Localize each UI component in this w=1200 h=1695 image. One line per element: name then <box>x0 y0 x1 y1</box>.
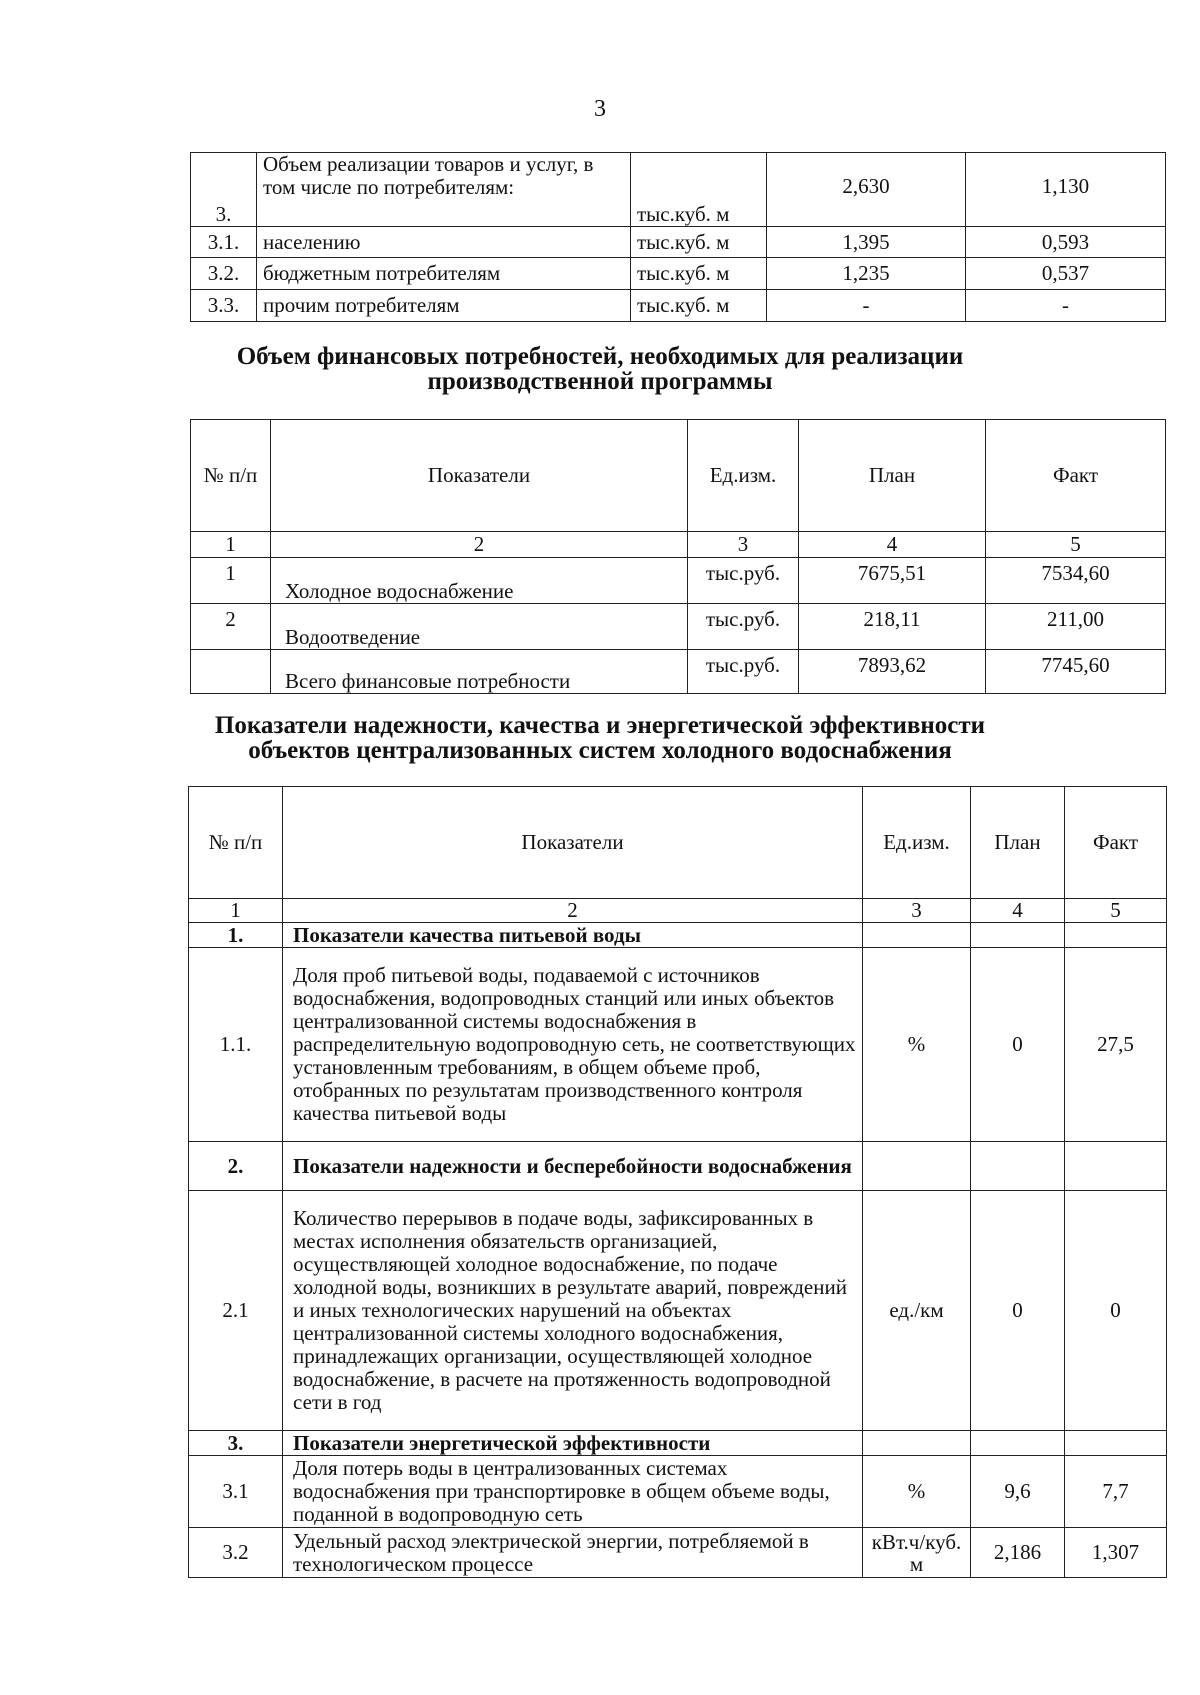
indicator-name: прочим потребителям <box>257 290 631 322</box>
unit: тыс.руб. <box>688 650 799 694</box>
fact-value: 0,593 <box>966 227 1166 258</box>
table-row <box>189 1456 1167 1528</box>
title-line: Объем финансовых потребностей, необходимых для реализации <box>236 343 964 370</box>
fact-value: 7,7 <box>1065 1456 1167 1528</box>
col-number: 5 <box>1065 899 1167 923</box>
col-number: 2 <box>283 899 863 923</box>
indicator-name: Удельный расход электрической энергии, потребляемой в технологическом процессе <box>283 1528 863 1578</box>
section-heading: Показатели надежности и бесперебойности водоснабжения <box>283 1142 863 1191</box>
indicator-name: Водоотведение <box>271 604 688 650</box>
row-number <box>191 650 271 694</box>
sales-volume-table <box>190 152 1166 322</box>
page-number: 3 <box>594 96 606 122</box>
indicator-name: Количество перерывов в подаче воды, зафиксированных в местах исполнения обязательств организацией, осуществляющей холодное водоснабжение, по подаче холодной воды, возникших в результате аварий, повреждений и иных технологических нарушений на объектах централизованной системы холодного водоснабжения, принадлежащих организации, осуществляющей холодное водоснабжение, в расчете на протяженность водопроводной сети в год <box>283 1191 863 1431</box>
row-number: 3.1 <box>189 1456 283 1528</box>
row-number: 2. <box>189 1142 283 1191</box>
header-plan: План <box>971 787 1065 899</box>
indicator-name: Доля проб питьевой воды, подаваемой с источников водоснабжения, водопроводных станций или иных объектов централизованной системы водоснабжения в распределительную водопроводную сеть, не соответствующих установленным требованиям, в общем объеме проб, отобранных по результатам производственного контроля качества питьевой воды <box>283 948 863 1142</box>
row-number: 3. <box>191 153 257 227</box>
fact-value: 7534,60 <box>986 558 1166 604</box>
financial-needs-title <box>0 344 1200 394</box>
table-row <box>189 1191 1167 1431</box>
plan-value <box>971 1142 1065 1191</box>
table-row <box>191 558 1166 604</box>
row-number: 3. <box>189 1431 283 1456</box>
row-number: 3.2. <box>191 258 257 290</box>
unit: кВт.ч/куб.м <box>863 1528 971 1578</box>
fact-value <box>1065 1431 1167 1456</box>
fact-value: 7745,60 <box>986 650 1166 694</box>
table-row <box>189 948 1167 1142</box>
col-number: 4 <box>971 899 1065 923</box>
col-number: 2 <box>271 532 688 558</box>
unit: тыс.куб. м <box>631 227 767 258</box>
row-number: 1. <box>189 923 283 948</box>
plan-value: 9,6 <box>971 1456 1065 1528</box>
unit <box>863 1431 971 1456</box>
indicator-name: Объем реализации товаров и услуг, в том числе по потребителям: <box>257 153 631 227</box>
unit: тыс.руб. <box>688 604 799 650</box>
section-heading: Показатели качества питьевой воды <box>283 923 863 948</box>
row-number: 3.1. <box>191 227 257 258</box>
plan-value: 218,11 <box>799 604 986 650</box>
title-line: производственной программы <box>427 368 773 395</box>
col-number: 1 <box>189 899 283 923</box>
unit: тыс.руб. <box>688 558 799 604</box>
fact-value: 1,130 <box>966 153 1166 227</box>
fact-value <box>1065 1142 1167 1191</box>
row-number: 3.3. <box>191 290 257 322</box>
header-unit: Ед.изм. <box>688 420 799 532</box>
unit: тыс.куб. м <box>631 290 767 322</box>
col-number: 4 <box>799 532 986 558</box>
section-heading: Показатели энергетической эффективности <box>283 1431 863 1456</box>
header-fact: Факт <box>1065 787 1167 899</box>
plan-value: 1,235 <box>767 258 966 290</box>
unit: тыс.куб. м <box>631 258 767 290</box>
header-fact: Факт <box>986 420 1166 532</box>
plan-value: 1,395 <box>767 227 966 258</box>
plan-value <box>971 923 1065 948</box>
unit: % <box>863 948 971 1142</box>
fact-value: 211,00 <box>986 604 1166 650</box>
fact-value: - <box>966 290 1166 322</box>
table-header-row <box>189 787 1167 899</box>
col-number: 3 <box>863 899 971 923</box>
fact-value: 1,307 <box>1065 1528 1167 1578</box>
fact-value <box>1065 923 1167 948</box>
table-row <box>191 604 1166 650</box>
section-heading-row <box>189 1142 1167 1191</box>
table-row <box>191 650 1166 694</box>
header-unit: Ед.изм. <box>863 787 971 899</box>
plan-value: 7675,51 <box>799 558 986 604</box>
row-number: 1 <box>191 558 271 604</box>
col-number: 1 <box>191 532 271 558</box>
plan-value: 2,630 <box>767 153 966 227</box>
row-number: 2 <box>191 604 271 650</box>
fact-value: 0 <box>1065 1191 1167 1431</box>
header-name: Показатели <box>283 787 863 899</box>
section-heading-row <box>189 1431 1167 1456</box>
reliability-table <box>188 786 1167 1578</box>
title-line: Показатели надежности, качества и энергетической эффективности <box>214 712 986 739</box>
plan-value: - <box>767 290 966 322</box>
fact-value: 0,537 <box>966 258 1166 290</box>
row-number: 2.1 <box>189 1191 283 1431</box>
unit <box>863 923 971 948</box>
financial-needs-table <box>190 419 1166 694</box>
unit: ед./км <box>863 1191 971 1431</box>
title-line: объектов централизованных систем холодного водоснабжения <box>248 737 952 764</box>
table-row <box>191 153 1166 227</box>
column-numbers-row <box>189 899 1167 923</box>
plan-value: 2,186 <box>971 1528 1065 1578</box>
section-heading-row <box>189 923 1167 948</box>
plan-value: 7893,62 <box>799 650 986 694</box>
table-row <box>191 227 1166 258</box>
indicator-name: Всего финансовые потребности <box>271 650 688 694</box>
table-header-row <box>191 420 1166 532</box>
unit: % <box>863 1456 971 1528</box>
col-number: 5 <box>986 532 1166 558</box>
table-row <box>189 1528 1167 1578</box>
header-plan: План <box>799 420 986 532</box>
indicator-name: Доля потерь воды в централизованных системах водоснабжения при транспортировке в общем объеме воды, поданной в водопроводную сеть <box>283 1456 863 1528</box>
header-num: № п/п <box>191 420 271 532</box>
unit <box>863 1142 971 1191</box>
row-number: 1.1. <box>189 948 283 1142</box>
table-row <box>191 258 1166 290</box>
table-row <box>191 290 1166 322</box>
col-number: 3 <box>688 532 799 558</box>
plan-value: 0 <box>971 1191 1065 1431</box>
indicator-name: бюджетным потребителям <box>257 258 631 290</box>
header-name: Показатели <box>271 420 688 532</box>
column-numbers-row <box>191 532 1166 558</box>
reliability-title <box>0 713 1200 763</box>
row-number: 3.2 <box>189 1528 283 1578</box>
fact-value: 27,5 <box>1065 948 1167 1142</box>
plan-value <box>971 1431 1065 1456</box>
header-num: № п/п <box>189 787 283 899</box>
plan-value: 0 <box>971 948 1065 1142</box>
indicator-name: Холодное водоснабжение <box>271 558 688 604</box>
unit: тыс.куб. м <box>631 153 767 227</box>
indicator-name: населению <box>257 227 631 258</box>
